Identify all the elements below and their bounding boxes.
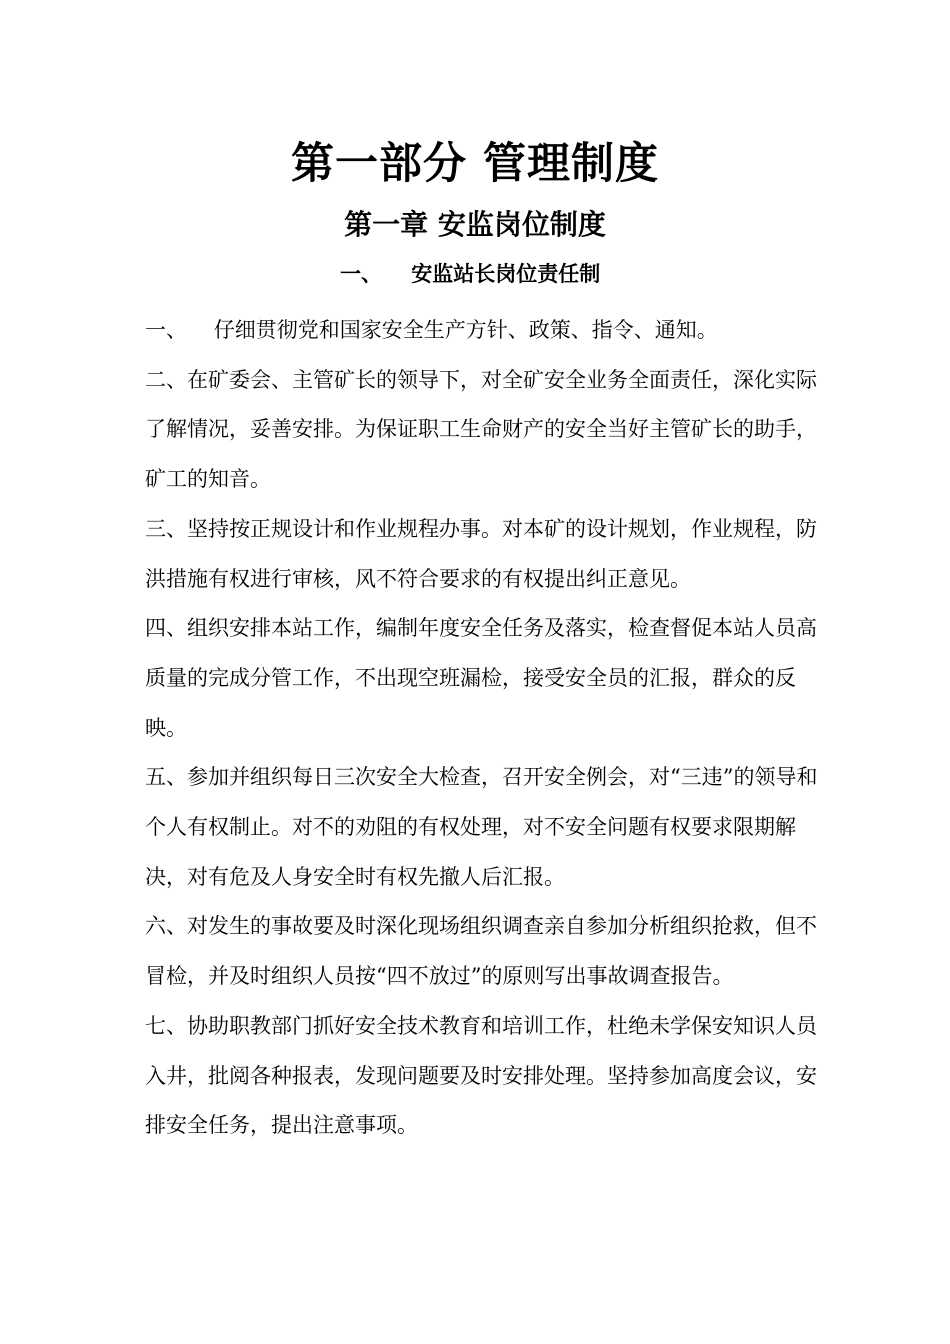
section-title: 一、 安监站长岗位责任制: [340, 262, 601, 286]
part-title: 第一部分 管理制度: [291, 139, 659, 189]
paragraph-7: 七、协助职教部门抓好安全技术教育和培训工作，杜绝未学保安知识人员入井，批阅各种报表，发现问题要及时安排处理。坚持参加高度会议，安排安全任务，提出注意事项。: [145, 1013, 817, 1138]
chapter-title: 第一章 安监岗位制度: [344, 208, 606, 241]
paragraph-6: 六、对发生的事故要及时深化现场组织调查亲自参加分析组织抢救，但不冒检，并及时组织人员按“四不放过”的原则写出事故调查报告。: [145, 914, 817, 989]
paragraph-2: 二、在矿委会、主管矿长的领导下，对全矿安全业务全面责任，深化实际了解情况，妥善安排。为保证职工生命财产的安全当好主管矿长的助手，矿工的知音。: [145, 367, 817, 492]
paragraph-4: 四、组织安排本站工作，编制年度安全任务及落实，检查督促本站人员高质量的完成分管工作，不出现空班漏检，接受安全员的汇报，群众的反映。: [145, 616, 817, 740]
paragraph-3: 三、坚持按正规设计和作业规程办事。对本矿的设计规划，作业规程，防洪措施有权进行审核，风不符合要求的有权提出纠正意见。: [145, 516, 817, 591]
paragraph-1: 一、 仔细贯彻党和国家安全生产方针、政策、指令、通知。: [145, 318, 718, 342]
paragraph-5: 五、参加并组织每日三次安全大检查，召开安全例会，对“三违”的领导和个人有权制止。对不的劝阻的有权处理，对不安全问题有权要求限期解决，对有危及人身安全时有权先撤人后汇报。: [145, 765, 818, 889]
body-text: [145, 306, 825, 1151]
